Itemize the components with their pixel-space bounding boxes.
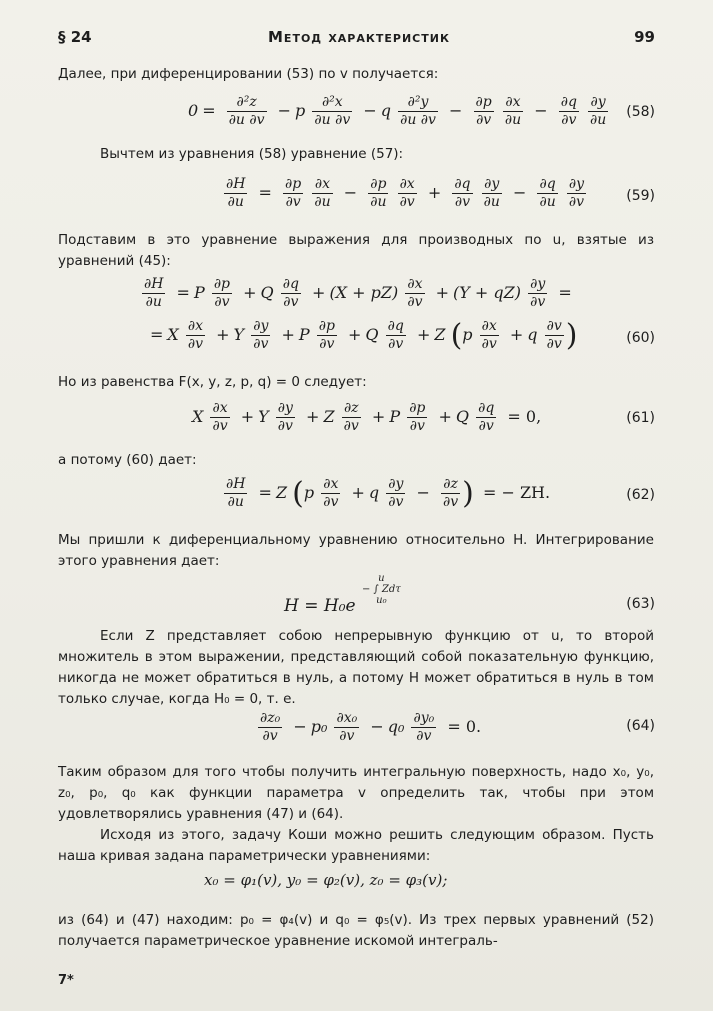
equation-60-line-2: = X $\frac{\partial x}{\partial v}$ + Y $\frac{\partial y}{\partial v}$ + P $\frac{\partial p}{\partial v}$ + Q $\frac{\partial q}{\partial v}$ + Z (p $\frac{\partial x}{\partial v}$ + q $\frac{\partial v}{\partial v}$ ): [150, 318, 578, 353]
equation-62: $\frac{\partial H}{\partial u}$ = Z (p $\frac{\partial x}{\partial v}$ + q $\frac{\partial y}{\partial v}$ − $\frac{\partial z}{\partial v}$ ) = − ZH.: [226, 476, 551, 511]
paragraph-2: Вычтем из уравнения (58) уравнение (57):: [100, 146, 404, 162]
paragraph-4: Но из равенства F(x, y, z, p, q) = 0 следует:: [58, 374, 367, 390]
equation-64: $\frac{\text{∂z₀}}{\partial v}$ − p₀ $\frac{\text{∂x₀}}{\partial v}$ − q₀ $\frac{\text{∂y₀}}{\partial v}$ = 0.: [260, 710, 482, 744]
eq-number-61: (61): [626, 410, 655, 426]
eq-number-62: (62): [626, 487, 655, 503]
section-label: § 24: [58, 28, 92, 46]
eq-number-59: (59): [626, 188, 655, 204]
page-number: 99: [634, 28, 655, 46]
eq-number-58: (58): [626, 104, 655, 120]
paragraph-1: Далее, при диференцировании (53) по v получается:: [58, 66, 439, 82]
equation-59: $\frac{\partial H}{\partial u}$ = $\frac{\partial p}{\partial v}$ $\frac{\partial x}{\partial u}$ − $\frac{\partial p}{\partial u}$ $\frac{\partial x}{\partial v}$ + $\frac{\partial q}{\partial v}$ $\frac{\partial y}{\partial u}$ − $\frac{\partial q}{\partial u}$ $\frac{\partial y}{\partial v}$: [226, 176, 584, 210]
paragraph-9: Исходя из этого, задачу Коши можно решить следующим образом. Пусть наша кривая задана параметрически уравнениями:: [58, 827, 654, 864]
paragraph-6: Мы пришли к диференциальному уравнению относительно H. Интегрирование этого уравнения дает:: [58, 532, 654, 569]
paragraph-5: а потому (60) дает:: [58, 452, 197, 468]
paragraph-3: Подставим в это уравнение выражения для производных по u, взятые из уравнений (45):: [58, 232, 654, 269]
paragraph-7: Если Z представляет собою непрерывную функцию от u, то второй множитель в этом выражении, представляющий собой показательную функцию, никогда не может обратиться в нуль, а потому H может обратиться в нуль в том только случае, когда H₀ = 0, т. е.: [58, 628, 654, 707]
equation-63: H = H₀e u − ∫ Zdτ u₀: [284, 573, 401, 616]
paragraph-8: Таким образом для того чтобы получить интегральную поверхность, надо x₀, y₀, z₀, p₀, q₀ как функции параметра v определить так, чтобы при этом удовлетворялись уравнения (47) и (64).: [58, 764, 654, 822]
equation-61: X $\frac{\partial x}{\partial v}$ + Y $\frac{\partial y}{\partial v}$ + Z $\frac{\partial z}{\partial v}$ + P $\frac{\partial p}{\partial v}$ + Q $\frac{\partial q}{\partial v}$ = 0,: [192, 400, 542, 434]
paragraph-10: из (64) и (47) находим: p₀ = φ₄(v) и q₀ = φ₅(v). Из трех первых уравнений (52) получается параметрическое уравнение искомой интеграль-: [58, 912, 654, 949]
eq-number-63: (63): [626, 596, 655, 612]
eq-number-64: (64): [626, 718, 655, 734]
equation-58: 0 = $\frac{\text{∂²z}}{\partial u \partial v}$ − p $\frac{\text{∂²x}}{\partial u \partial v}$ − q $\frac{\text{∂²y}}{\partial u \partial v}$ − $\frac{\partial p}{\partial v}$ $\frac{\partial x}{\partial u}$ − $\frac{\partial q}{\partial v}$ $\frac{\partial y}{\partial u}$: [188, 94, 607, 128]
equation-60-line-1: $\frac{\partial H}{\partial u}$ = P $\frac{\partial p}{\partial v}$ + Q $\frac{\partial q}{\partial v}$ + (X + pZ) $\frac{\partial x}{\partial v}$ + (Y + qZ) $\frac{\partial y}{\partial v}$ =: [144, 276, 572, 310]
curve-equations: x₀ = φ₁(v), y₀ = φ₂(v), z₀ = φ₃(v);: [204, 871, 448, 889]
running-title: Метод характеристик: [268, 28, 450, 46]
signature-mark: 7*: [58, 973, 74, 988]
eq-number-60: (60): [626, 330, 655, 346]
